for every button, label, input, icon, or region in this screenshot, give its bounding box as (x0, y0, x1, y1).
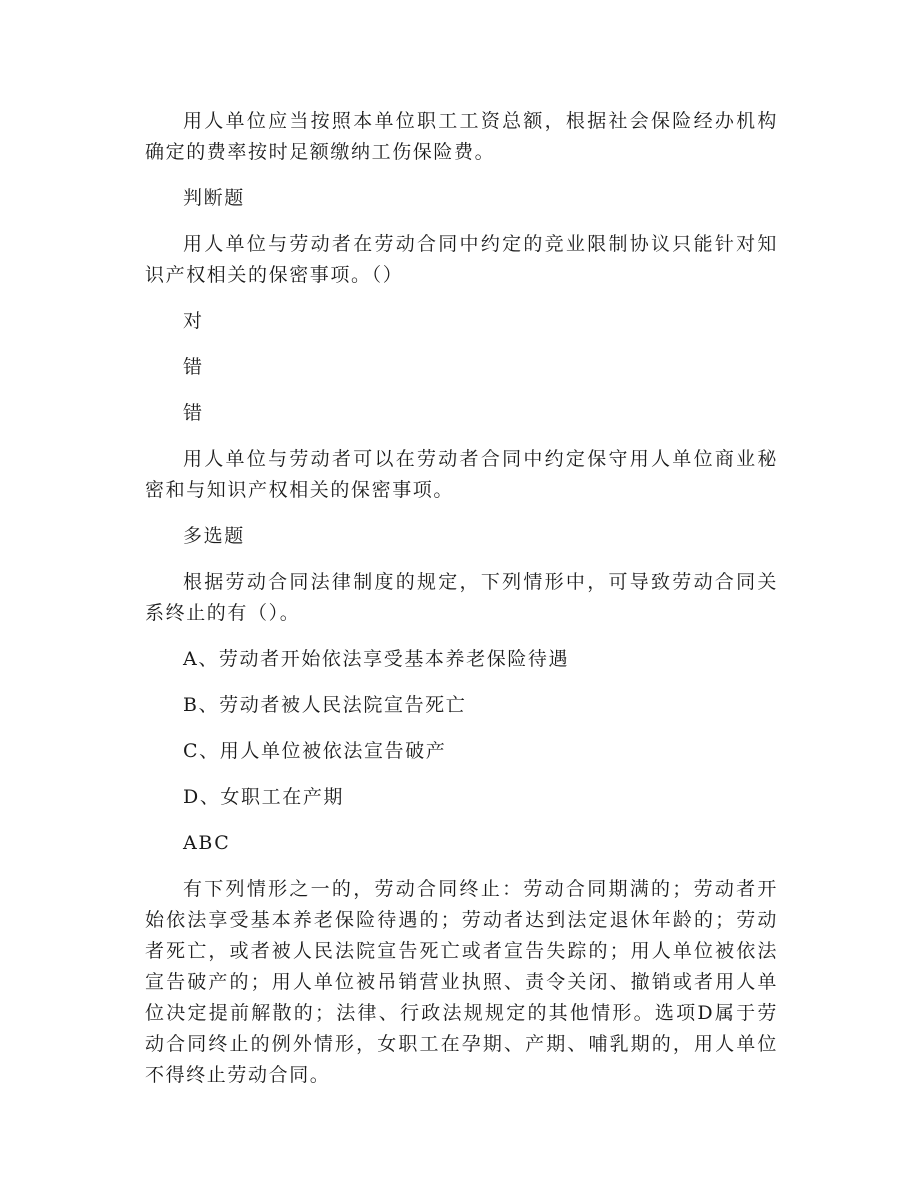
option-a: A、劳动者开始依法享受基本养老保险待遇 (183, 648, 570, 670)
document-body (145, 106, 778, 1106)
explanation-paragraph-2: 用人单位与劳动者可以在劳动者合同中约定保守用人单位商业秘密和与知识产权相关的保密事项。 (145, 448, 778, 501)
question-text-1: 用人单位与劳动者在劳动合同中约定的竞业限制协议只能针对知识产权相关的保密事项。（） (145, 233, 778, 286)
answer-2: ABC (183, 832, 231, 854)
option-true: 对 (183, 310, 204, 332)
answer-1: 错 (183, 402, 204, 424)
question-text-2: 根据劳动合同法律制度的规定，下列情形中，可导致劳动合同关系终止的有（）。 (145, 571, 778, 624)
explanation-paragraph-3: 有下列情形之一的，劳动合同终止：劳动合同期满的；劳动者开始依法享受基本养老保险待遇的；劳动者达到法定退休年龄的；劳动者死亡，或者被人民法院宣告死亡或者宣告失踪的；用人单位被依法宣告破产的；用人单位被吊销营业执照、责令关闭、撤销或者用人单位决定提前解散的；法律、行政法规规定的其他情形。选项D属于劳动合同终止的例外情形，女职工在孕期、产期、哺乳期的，用人单位不得终止劳动合同。 (145, 878, 778, 1086)
question-type-multiple-choice: 多选题 (183, 525, 245, 547)
option-c: C、用人单位被依法宣告破产 (183, 740, 447, 762)
question-type-true-false: 判断题 (183, 187, 245, 209)
option-b: B、劳动者被人民法院宣告死亡 (183, 694, 467, 716)
option-false: 错 (183, 356, 204, 378)
option-d: D、女职工在产期 (183, 786, 345, 808)
explanation-paragraph-1: 用人单位应当按照本单位职工工资总额，根据社会保险经办机构确定的费率按时足额缴纳工伤保险费。 (145, 110, 778, 163)
